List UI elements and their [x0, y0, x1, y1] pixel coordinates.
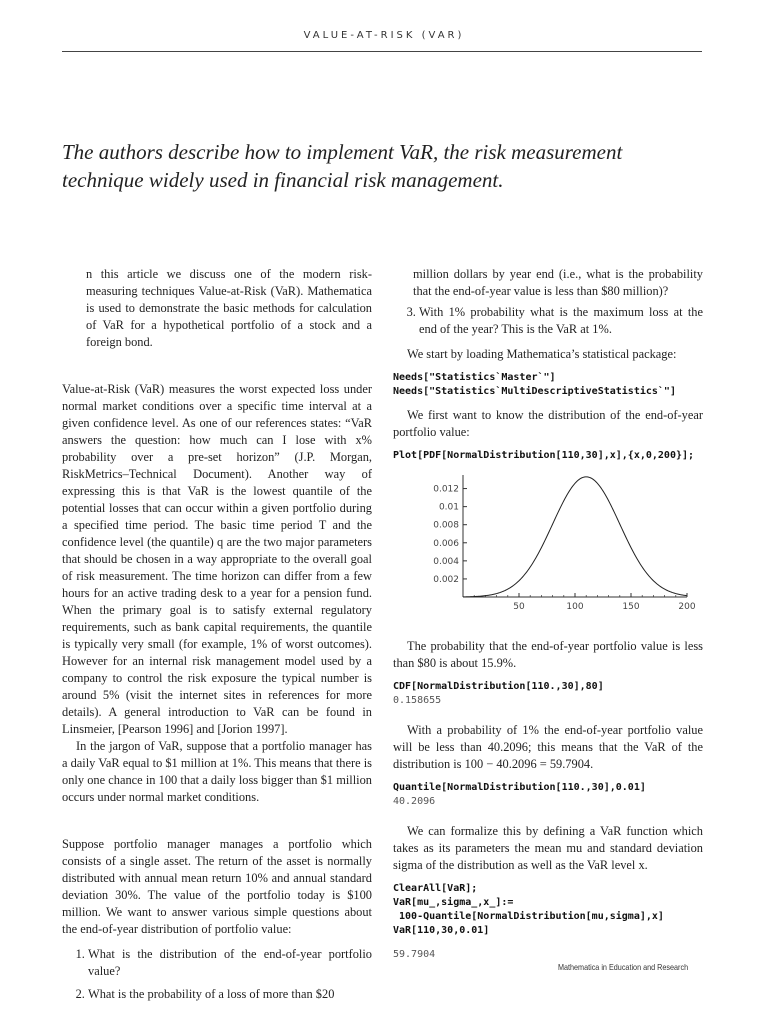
pdf-plot — [415, 469, 703, 624]
jargon-paragraph: In the jargon of VaR, suppose that a portfolio manager has a daily VaR equal to $1 million at 1%. This means that there is only one chance in 100 that a daily loss bigger than $1 million occurs under normal market conditions. — [62, 739, 372, 804]
load-package-text: We start by loading Mathematica’s statistical package: — [407, 347, 677, 361]
output-quantile: 40.2096 — [393, 796, 436, 807]
lead-paragraph: The authors describe how to implement VaR, the risk measurement technique widely used in financial risk management. — [62, 140, 623, 192]
pdf-plot-svg — [415, 469, 695, 619]
code-cell-plot: Plot[PDF[NormalDistribution[110,30],x],{x,0,200}]; — [393, 450, 695, 461]
probability-text: The probability that the end-of-year portfolio value is less than $80 is about 15.9%. — [393, 639, 703, 670]
journal-footer: Mathematica in Education and Research — [557, 962, 688, 972]
list-item: 1. What is the distribution of the end-of-year portfolio value? — [88, 946, 372, 980]
code-cell-cdf: CDF[NormalDistribution[110.,30],80] — [393, 681, 604, 692]
right-column — [393, 266, 703, 962]
distribution-text: We first want to know the distribution of the end-of-year portfolio value: — [393, 408, 703, 439]
intro-paragraph: n this article we discuss one of the modern risk-measuring techniques Value-at-Risk (VaR). Mathematica is used to demonstrate the basic methods for calculation of VaR for a hypothetical portfolio of a stock and a foreign bond. — [86, 267, 372, 349]
y-tick-label: 0.008 — [433, 520, 459, 531]
questions-list — [62, 946, 372, 1003]
code-cell-needs: Needs["Statistics`Master`"] Needs["Statistics`MultiDescriptiveStatistics`"] — [393, 372, 676, 397]
var-result-text: With a probability of 1% the end-of-year portfolio value will be less than 40.2096; this means that the VaR of the distribution is 100 − 40.2096 = 59.7904. — [393, 723, 703, 771]
x-tick-label: 200 — [678, 602, 695, 612]
y-tick-label: 0.004 — [433, 556, 459, 567]
var-function-text: We can formalize this by defining a VaR function which takes as its parameters the mean mu and standard deviation sigma of the distribution as well as the VaR level x. — [393, 824, 703, 872]
y-tick-label: 0.002 — [433, 574, 459, 585]
x-tick-label: 50 — [513, 602, 525, 612]
y-tick-label: 0.012 — [433, 484, 459, 495]
single-asset-paragraph: Suppose portfolio manager manages a portfolio which consists of a single asset. The return of the asset is normally distributed with annual mean return 10% and annual standard deviation 30%. The value of the portfolio today is $100 million. We want to answer various simple questions about the end-of-year distribution of portfolio value: — [62, 837, 372, 936]
x-tick-label: 100 — [566, 602, 584, 612]
left-column — [62, 266, 372, 1009]
pdf-curve — [463, 477, 687, 597]
header-rule — [62, 51, 702, 52]
questions-list-continued — [393, 304, 703, 338]
code-cell-quantile: Quantile[NormalDistribution[110.,30],0.01] — [393, 782, 646, 793]
running-header: VALUE-AT-RISK (VAR) — [303, 30, 465, 41]
list-item: 2. What is the probability of a loss of more than $20 — [88, 986, 372, 1003]
var-definition-paragraph: Value-at-Risk (VaR) measures the worst expected loss under normal market conditions over a specific time interval at a given confidence level. As one of our references states: “VaR answers the question: how much can I lose with x% probability over a pre-set horizon” (J.P. Morgan, RiskMetrics–Technical Document). Another way of expressing this is that VaR is the lowest quantile of the potential losses that can occur within a given portfolio during a specified time period. The basic time period T and the confidence level (the quantile) q are the two major parameters that should be chosen in a way appropriate to the overall goal of risk measurement. The time horizon can differ from a few hours for an active trading desk to a year for a pension fund. When the primary goal is to satisfy external regulatory requirements, such as bank capital requirements, the quantile is typically very small (for example, 1% of worst outcomes). However for an internal risk management model used by a company to control the risk exposure the typical number is around 5% (visit the internet sites in references for more details). A general introduction to VaR can be found in Linsmeier, [Pearson 1996] and [Jorion 1997]. — [62, 382, 372, 736]
output-var: 59.7904 — [393, 949, 436, 960]
y-tick-label: 0.01 — [438, 502, 459, 513]
list-continuation: million dollars by year end (i.e., what is the probability that the end-of-year value is less than $80 million)? — [413, 267, 703, 298]
output-cdf: 0.158655 — [393, 695, 442, 706]
y-tick-label: 0.006 — [433, 538, 459, 549]
x-tick-label: 150 — [622, 602, 640, 612]
list-item: 3. With 1% probability what is the maximum loss at the end of the year? This is the VaR at 1%. — [419, 304, 703, 338]
code-cell-var-function: ClearAll[VaR]; VaR[mu_,sigma_,x_]:= 100-Quantile[NormalDistribution[mu,sigma],x] VaR[110,30,0.01] — [393, 883, 664, 936]
